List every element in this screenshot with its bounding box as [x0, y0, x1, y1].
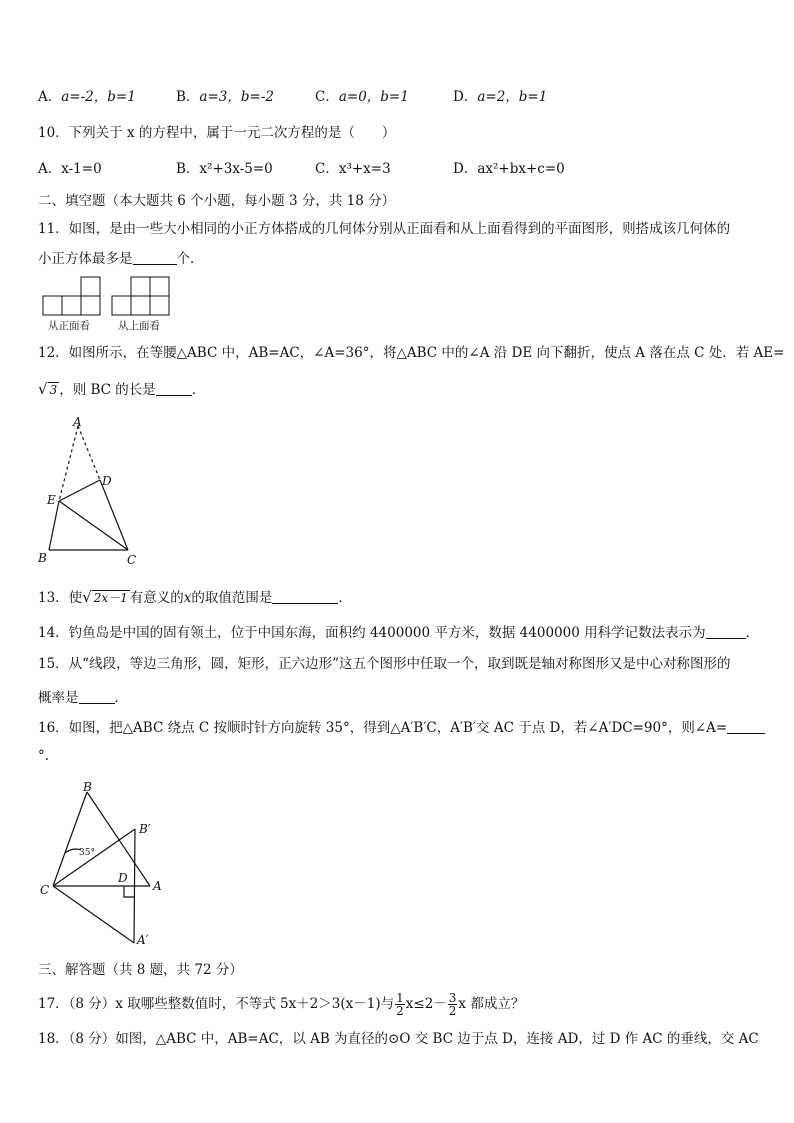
q17-frac1-den: 2	[396, 1004, 404, 1018]
q12-sqrt-radicand: 3	[49, 383, 58, 397]
q9-option-b-text: a=3，b=-2	[199, 89, 274, 105]
q12-answer-blank	[156, 382, 192, 396]
q9-option-a-label: A．	[38, 89, 62, 105]
q16-side-b2a2	[134, 829, 135, 943]
q12-fold-de	[59, 480, 100, 501]
q9-option-c-text: a=0，b=1	[338, 89, 409, 105]
q17-post: x 都成立？	[458, 996, 525, 1012]
q10-option-c: C．x³+x=3	[315, 161, 391, 177]
q13-var: x	[183, 590, 192, 606]
q15-line2-pre: 概率是	[38, 690, 79, 706]
q16-answer-blank	[727, 720, 765, 734]
q11-top-label: 从上面看	[118, 320, 160, 332]
q12-label-b: B	[38, 551, 47, 565]
q16-side-cb	[53, 792, 87, 886]
q10-option-a: A．x-1=0	[38, 161, 102, 177]
q13-pre: 13．使	[38, 590, 83, 606]
q13-sqrt-radicand: 2x－1	[93, 591, 128, 605]
q11-line2-post: 个．	[176, 251, 204, 267]
q9-option-c-label: C．	[315, 89, 339, 105]
q16-label-b: B	[83, 780, 92, 794]
q9-option-c	[315, 88, 409, 106]
q17-fraction-1	[395, 992, 405, 1017]
section-3-heading: 三、解答题（共 8 题，共 72 分）	[38, 962, 243, 978]
q16-side-ca2	[53, 886, 134, 943]
q16-label-d: D	[118, 871, 128, 885]
q12-label-a: A	[73, 415, 82, 429]
q17-frac1-num: 1	[396, 991, 404, 1005]
q17-frac2-den: 2	[448, 1004, 457, 1018]
q12-end: ．	[191, 382, 206, 398]
q9-option-b	[176, 88, 274, 106]
q16-rotation-figure	[36, 776, 171, 954]
q11-front-label: 从正面看	[48, 320, 90, 332]
q14-text: 14．钓鱼岛是中国的固有领土，位于中国东海，面积约 4400000 平方米，数据 4400000 用科学记数法表示为	[38, 625, 706, 641]
q16-right-angle-mark	[124, 886, 134, 897]
q11-line2	[38, 250, 204, 268]
q16-line2: °.	[38, 748, 50, 764]
q12-dashed-ad	[78, 426, 100, 480]
q16-line1-text: 16．如图，把△ABC 绕点 C 按顺时针方向旋转 35°，得到△A′B′C，A′B′交 AC 于点 D，若∠A′DC=90°，则∠A=	[38, 720, 728, 736]
q16-line1	[38, 719, 765, 737]
q15-line1: 15．从“线段，等边三角形，圆，矩形，正六边形”这五个图形中任取一个，取到既是轴对称图形又是中心对称图形的	[38, 656, 731, 672]
q9-option-d-label: D．	[453, 89, 478, 105]
q15-end: ．	[114, 690, 128, 706]
q9-option-d	[453, 88, 547, 106]
q17-line	[38, 992, 524, 1017]
q12-triangle-figure	[30, 414, 150, 569]
q11-front-view	[43, 277, 100, 315]
q12-line1: 12．如图所示，在等腰△ABC 中，AB=AC，∠A=36°，将△ABC 中的∠A 沿 DE 向下翻折，使点 A 落在点 C 处．若 AE=	[38, 345, 785, 361]
q13-mid: 有意义的	[129, 590, 184, 606]
q16-label-b-prime: B′	[139, 822, 151, 836]
q12-label-d: D	[102, 474, 112, 488]
q13-answer-blank	[272, 590, 338, 604]
q12-side-eb	[49, 501, 59, 550]
q13-line	[38, 588, 352, 607]
q16-label-c: C	[40, 883, 50, 897]
q9-option-d-text: a=2，b=1	[477, 89, 548, 105]
q11-views-figure	[40, 276, 175, 334]
q16-angle-label: 35°	[79, 848, 95, 858]
section-2-heading: 二、填空题（本大题共 6 个小题，每小题 3 分，共 18 分）	[38, 193, 396, 209]
q14-end: ．	[745, 625, 760, 641]
q10-option-b: B．x²+3x-5=0	[176, 161, 273, 177]
q16-label-a-prime: A′	[137, 933, 149, 947]
q10-stem: 10．下列关于 x 的方程中，属于一元二次方程的是（ ）	[38, 125, 396, 141]
q9-option-a	[38, 88, 136, 106]
q12-label-c: C	[127, 553, 137, 567]
q12-dashed-ae	[59, 426, 78, 501]
q17-frac2-num: 3	[448, 991, 457, 1005]
q17-mid: x≤2－	[405, 996, 447, 1012]
q18-line1: 18．（8 分）如图，△ABC 中，AB=AC，以 AB 为直径的⊙O 交 BC 边于点 D，连接 AD，过 D 作 AC 的垂线，交 AC	[38, 1031, 759, 1047]
q15-line2	[38, 689, 128, 707]
q13-end: ．	[338, 590, 352, 606]
q11-line2-pre: 小正方体最多是	[38, 251, 133, 267]
q12-sqrt-sign: √	[38, 380, 48, 398]
q11-answer-blank	[133, 251, 177, 265]
q16-label-a: A	[153, 879, 162, 893]
q14-line	[38, 624, 759, 642]
q9-option-b-label: B．	[176, 89, 200, 105]
q15-answer-blank	[79, 690, 115, 704]
q10-option-d: D．ax²+bx+c=0	[453, 161, 565, 177]
q11-top-view	[112, 277, 169, 315]
q14-answer-blank	[706, 625, 746, 639]
q9-option-a-text: a=-2，b=1	[61, 89, 136, 105]
q12-line2-text: ，则 BC 的长是	[59, 382, 156, 398]
q13-sqrt-sign: √	[82, 588, 92, 606]
q13-post: 的取值范围是	[191, 590, 273, 606]
q12-label-e: E	[47, 493, 56, 507]
q17-fraction-2	[448, 992, 458, 1017]
q12-line2	[38, 380, 205, 399]
q17-pre: 17．（8 分）x 取哪些整数值时，不等式 5x＋2＞3(x－1)与	[38, 996, 395, 1012]
q11-line1: 11．如图，是由一些大小相同的小正方体搭成的几何体分别从正面看和从上面看得到的平面图形，则搭成该几何体的	[38, 221, 731, 237]
